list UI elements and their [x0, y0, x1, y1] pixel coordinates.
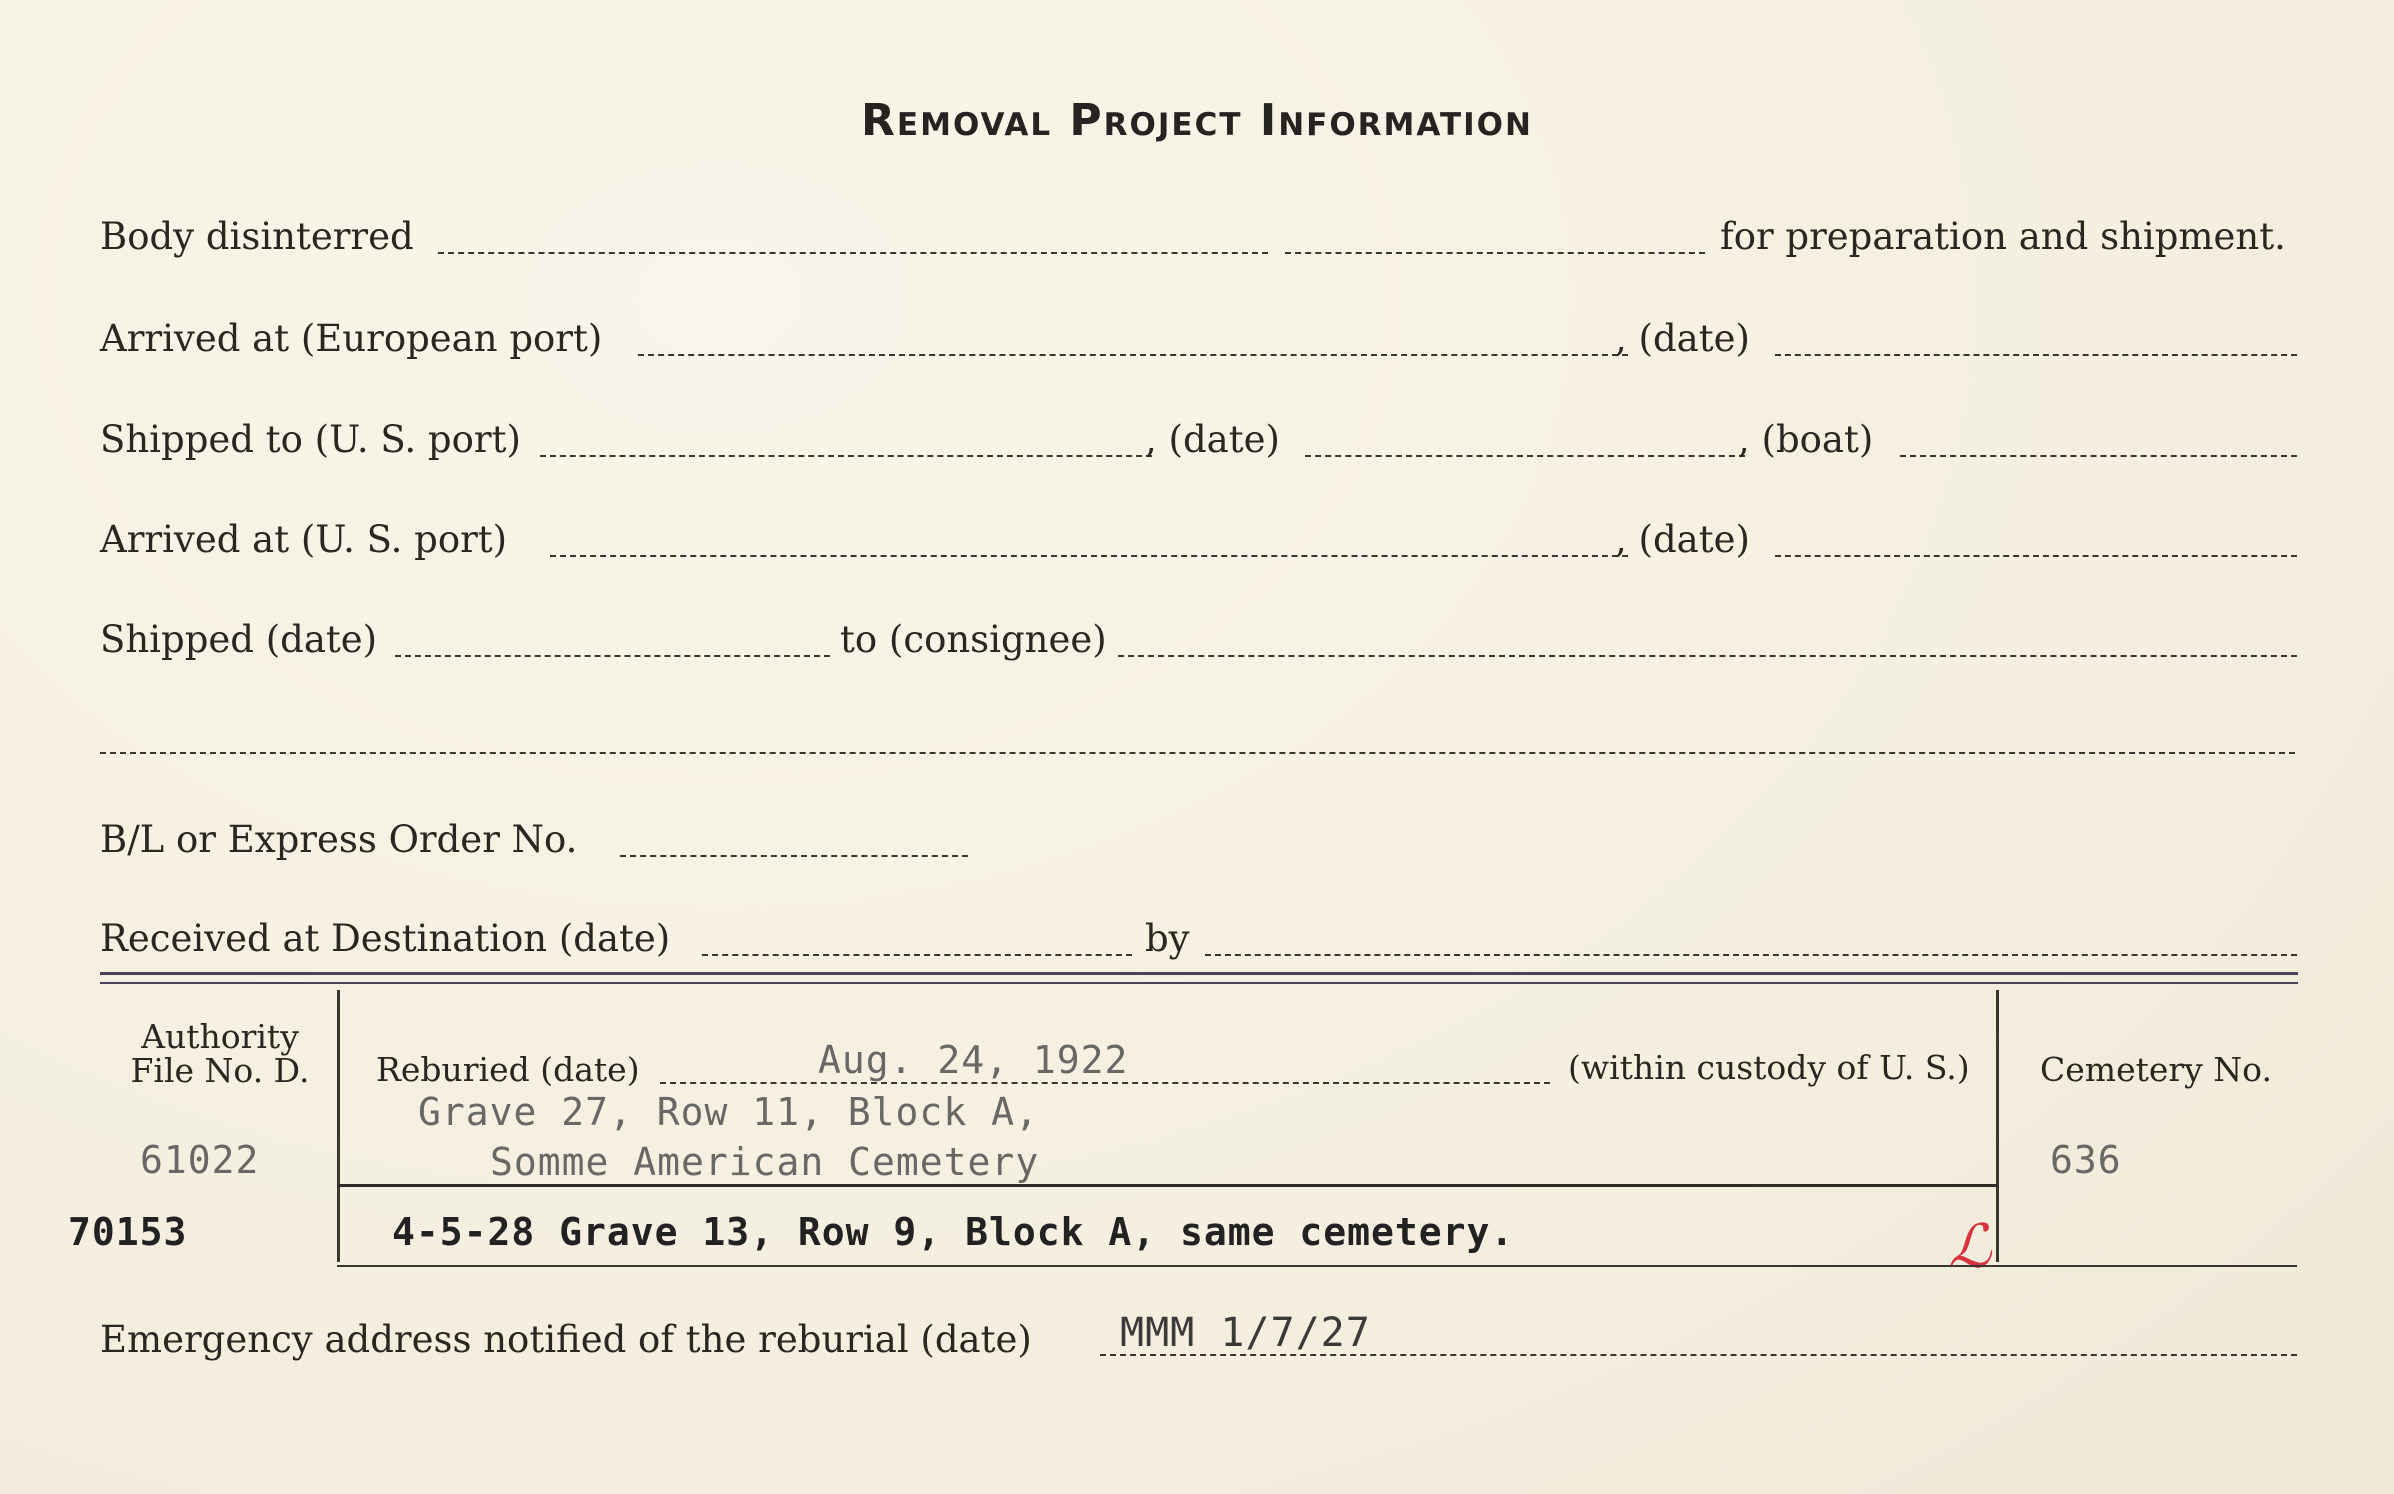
second-burial-entry: 4-5-28 Grave 13, Row 9, Block A, same cemetery.	[392, 1210, 1515, 1254]
grave-line-2: Somme American Cemetery	[490, 1140, 1040, 1184]
arrived-european-line	[638, 354, 1628, 356]
received-date-line	[702, 954, 1132, 956]
cemetery-number: 636	[2050, 1138, 2122, 1182]
shipped-to-us-line	[540, 455, 1152, 457]
arrived-european-date-label: , (date)	[1615, 317, 1750, 360]
received-by-line	[1205, 954, 2297, 956]
body-disinterred-label: Body disinterred	[100, 215, 414, 258]
consignee-continuation-line	[100, 752, 2295, 754]
card-title: Removal Project Information	[861, 95, 1533, 146]
cemetery-label: Cemetery No.	[2040, 1050, 2272, 1089]
arrived-us-date-label: , (date)	[1615, 518, 1750, 561]
consignee-line	[1118, 655, 2297, 657]
shipped-date-line	[395, 655, 830, 657]
shipped-date-label: Shipped (date)	[100, 618, 378, 661]
authority-label	[110, 1017, 330, 1090]
authority-label-line-2: File No. D.	[130, 1051, 310, 1090]
reburied-date: Aug. 24, 1922	[818, 1038, 1129, 1082]
double-rule-bottom	[100, 982, 2298, 984]
double-rule-top	[100, 972, 2298, 975]
table-divider-right	[1996, 990, 1999, 1262]
bl-line	[620, 855, 968, 857]
authority-file-no-2: 70153	[68, 1210, 188, 1254]
emergency-date: MMM 1/7/27	[1120, 1310, 1371, 1356]
for-preparation-label: for preparation and shipment.	[1720, 215, 2286, 258]
authority-file-no-1: 61022	[140, 1138, 260, 1182]
received-label: Received at Destination (date)	[100, 917, 671, 960]
body-disinterred-line	[438, 252, 1268, 254]
reburied-label: Reburied (date)	[376, 1050, 640, 1089]
boat-line	[1900, 455, 2297, 457]
arrived-us-date-line	[1775, 555, 2297, 557]
arrived-us-line	[550, 555, 1628, 557]
table-mid-rule	[337, 1184, 1997, 1187]
boat-label: , (boat)	[1738, 418, 1874, 461]
red-check-mark: ℒ	[1948, 1212, 1992, 1282]
table-bottom-rule	[337, 1265, 2297, 1267]
authority-label-line-1: Authority	[141, 1017, 299, 1056]
by-label: by	[1145, 917, 1190, 960]
table-divider-left	[337, 990, 340, 1262]
body-disinterred-line-2	[1285, 252, 1705, 254]
shipped-to-us-date-label: , (date)	[1145, 418, 1280, 461]
reburied-line	[660, 1082, 1550, 1084]
grave-line-1: Grave 27, Row 11, Block A,	[418, 1090, 1039, 1134]
shipped-to-us-date-line	[1305, 455, 1745, 457]
arrived-european-label: Arrived at (European port)	[100, 317, 603, 360]
custody-label: (within custody of U. S.)	[1568, 1048, 1970, 1087]
shipped-to-us-label: Shipped to (U. S. port)	[100, 418, 521, 461]
bl-label: B/L or Express Order No.	[100, 818, 578, 861]
emergency-label: Emergency address notified of the reburial (date)	[100, 1318, 1032, 1361]
to-consignee-label: to (consignee)	[840, 618, 1107, 661]
arrived-us-label: Arrived at (U. S. port)	[100, 518, 508, 561]
arrived-european-date-line	[1775, 354, 2297, 356]
